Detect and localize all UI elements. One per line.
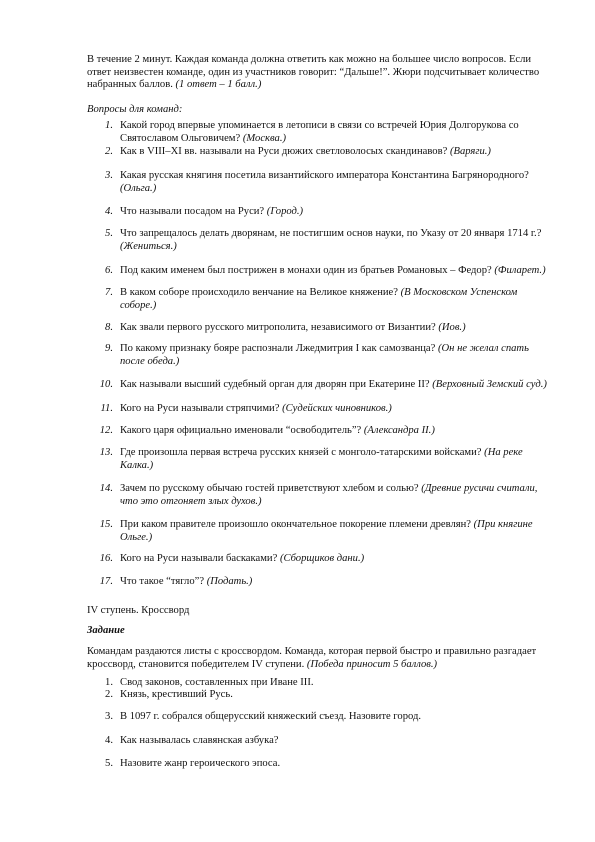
question-answer: (Сборщиков дани.) xyxy=(279,553,365,564)
question-number: 3. xyxy=(105,170,113,181)
question-number: 1. xyxy=(105,120,113,131)
question-text-block xyxy=(120,287,548,312)
question-text: Зачем по русскому обычаю гостей приветствуют хлебом и солью? xyxy=(120,483,419,494)
question-answer: (Верховный Земский суд.) xyxy=(432,379,547,390)
question-answer: (Ольга.) xyxy=(120,182,157,194)
question-answer: (Он не желал спать после обеда.) xyxy=(120,343,529,367)
question-text: Как называли высший судебный орган для дворян при Екатерине II? xyxy=(120,379,430,390)
question-answer: (Древние русичи считали, что это отгоняет злых духов.) xyxy=(120,483,538,507)
question-text-block xyxy=(120,228,548,253)
question-number: 5. xyxy=(105,228,113,239)
clue-text: Назовите жанр героического эпоса. xyxy=(120,758,281,769)
question-number: 4. xyxy=(105,206,113,217)
task-label: Задание xyxy=(87,625,125,636)
questions-heading: Вопросы для команд: xyxy=(87,104,183,115)
task-text: Командам раздаются листы с кроссвордом. Команда, которая первой быстро и правильно разгадает кроссворд, становится победителем IV ступени. xyxy=(87,646,537,670)
question-text-block xyxy=(120,447,548,472)
question-number: 7. xyxy=(105,287,113,298)
question-text-block xyxy=(120,170,548,195)
question-text: Кого на Руси называли стряпчими? xyxy=(120,403,280,414)
question-text: Какой город впервые упоминается в летописи в связи со встречей Юрия Долгорукова со Святославом Ольговичем? xyxy=(120,120,519,144)
question-text-block xyxy=(120,553,548,566)
intro-note: (1 ответ – 1 балл.) xyxy=(175,79,262,91)
question-answer: (Подать.) xyxy=(206,576,253,587)
question-answer: (Варяги.) xyxy=(449,146,491,157)
clue-number: 2. xyxy=(105,689,113,700)
question-text: Какого царя официально именовали “освободитель”? xyxy=(120,425,362,436)
question-text-block xyxy=(120,483,548,508)
question-answer: (Москва.) xyxy=(242,132,286,144)
question-answer: (Александра II.) xyxy=(363,425,435,436)
clue-text: Свод законов, составленных при Иване III. xyxy=(120,677,314,688)
question-text: Что такое “тягло”? xyxy=(120,576,205,587)
question-text-block xyxy=(120,265,548,278)
question-number: 14. xyxy=(99,483,113,494)
clue-number: 4. xyxy=(105,735,113,746)
question-answer: (Иов.) xyxy=(438,322,466,333)
question-number: 6. xyxy=(105,265,113,276)
question-text-block xyxy=(120,425,548,438)
question-text-block xyxy=(120,576,548,589)
question-text: Как звали первого русского митрополита, независимого от Византии? xyxy=(120,322,436,333)
clue-number: 1. xyxy=(105,677,113,688)
clue-text: Князь, крестивший Русь. xyxy=(120,689,233,700)
question-number: 8. xyxy=(105,322,113,333)
question-answer: (Город.) xyxy=(266,206,304,217)
task-paragraph xyxy=(87,646,557,671)
question-answer: (Судейских чиновников.) xyxy=(282,403,392,414)
question-number: 10. xyxy=(99,379,113,390)
clue-text: Как называлась славянская азбука? xyxy=(120,735,279,746)
question-number: 15. xyxy=(99,519,113,530)
question-text-block xyxy=(120,343,548,368)
question-text: Какая русская княгиня посетила византийского императора Константина Багрянородного? xyxy=(120,170,529,181)
question-text: При каком правителе произошло окончательное покорение племени древлян? xyxy=(120,519,471,530)
question-answer: (В Московском Успенском соборе.) xyxy=(120,287,518,311)
question-number: 9. xyxy=(105,343,113,354)
question-text-block xyxy=(120,322,548,335)
question-text: Что запрещалось делать дворянам, не постигшим основ науки, по Указу от 20 января 1714 г.? xyxy=(120,228,542,239)
task-note: (Победа приносит 5 баллов.) xyxy=(306,658,438,670)
clue-text: В 1097 г. собрался общерусский княжеский съезд. Назовите город. xyxy=(120,711,422,722)
question-text-block xyxy=(120,206,548,219)
question-number: 17. xyxy=(99,576,113,587)
question-number: 2. xyxy=(105,146,113,157)
question-answer: (Филарет.) xyxy=(494,265,546,276)
question-text-block xyxy=(120,146,548,159)
question-text: Где произошла первая встреча русских князей с монголо-татарскими войсками? xyxy=(120,447,482,458)
question-number: 13. xyxy=(99,447,113,458)
clue-number: 5. xyxy=(105,758,113,769)
question-number: 12. xyxy=(99,425,113,436)
question-text-block xyxy=(120,379,548,392)
question-text: По какому признаку бояре распознали Лжедмитрия I как самозванца? xyxy=(120,343,436,354)
question-answer: (При княгине Ольге.) xyxy=(120,519,533,543)
question-number: 11. xyxy=(100,403,113,414)
question-text-block xyxy=(120,519,548,544)
question-text: Под каким именем был пострижен в монахи один из братьев Романовых – Федор? xyxy=(120,265,492,276)
intro-text: В течение 2 минут. Каждая команда должна ответить как можно на большее число вопросов. Если ответ неизвестен команде, один из участников говорит: “Дальше!”. Жюри подсчитывает количество набранных баллов. xyxy=(87,54,540,91)
intro-paragraph xyxy=(87,54,557,92)
question-text: Кого на Руси называли баскаками? xyxy=(120,553,278,564)
section-title: IV ступень. Кроссворд xyxy=(87,605,190,616)
question-text: В каком соборе происходило венчание на Великое княжение? xyxy=(120,287,398,298)
clue-number: 3. xyxy=(105,711,113,722)
question-text: Как в VIII–XI вв. называли на Руси дюжих светловолосых скандинавов? xyxy=(120,146,448,157)
question-answer: (На реке Калка.) xyxy=(120,447,523,471)
question-text-block xyxy=(120,120,548,145)
question-answer: (Жениться.) xyxy=(120,240,177,252)
question-number: 16. xyxy=(99,553,113,564)
question-text: Что называли посадом на Руси? xyxy=(120,206,265,217)
question-text-block xyxy=(120,403,548,416)
